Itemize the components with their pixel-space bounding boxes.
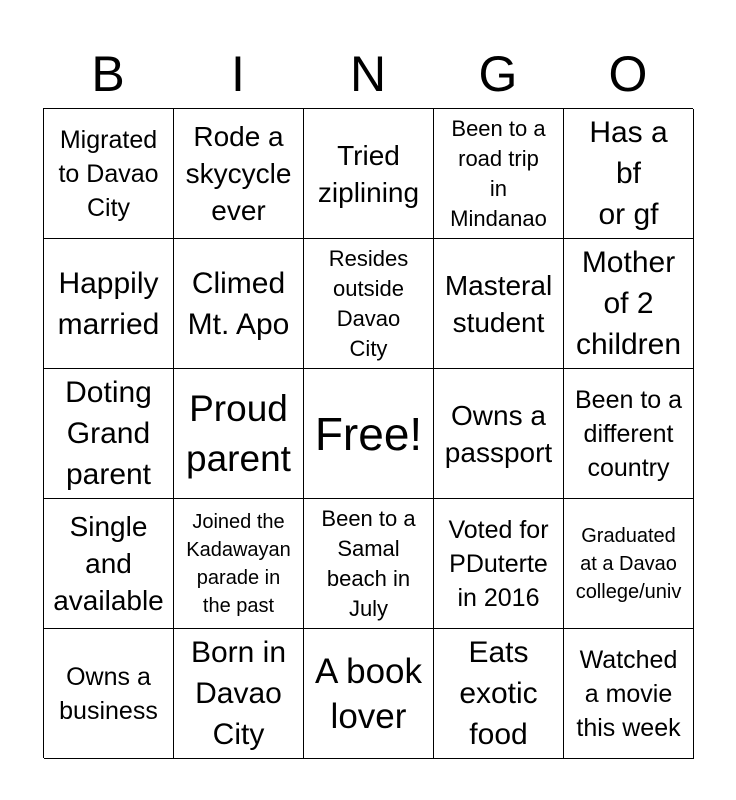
bingo-cell-text: Masteral student <box>444 269 553 338</box>
bingo-cell-text: Migrated to Davao City <box>58 125 159 222</box>
bingo-cell-text: Been to a road trip in Mindanao <box>450 115 547 231</box>
bingo-cell[interactable] <box>434 109 564 239</box>
bingo-cell[interactable] <box>174 629 304 759</box>
bingo-cell-text: Joined the Kadawayan parade in the past <box>186 510 291 617</box>
bingo-cell-text: Eats exotic food <box>459 636 538 751</box>
bingo-cell[interactable] <box>564 629 694 759</box>
bingo-cell[interactable] <box>304 499 434 629</box>
bingo-cell-text: Been to a Samal beach in July <box>321 505 416 621</box>
bingo-cell[interactable] <box>564 369 694 499</box>
bingo-cell-text: Doting Grand parent <box>65 376 152 491</box>
header-letter-b: B <box>91 46 125 102</box>
bingo-cell[interactable] <box>304 239 434 369</box>
free-space-text: Free! <box>314 407 423 460</box>
bingo-cell-text: Happily married <box>57 266 160 341</box>
bingo-cell-text: Owns a business <box>59 662 158 725</box>
bingo-cell-text: Resides outside Davao City <box>328 245 409 361</box>
bingo-cell-text: Proud parent <box>186 387 291 479</box>
bingo-cell[interactable] <box>434 629 564 759</box>
header-letter-o: O <box>608 46 648 102</box>
bingo-cell-text: Born in Davao City <box>190 636 287 751</box>
bingo-cell-text: Climed Mt. Apo <box>187 266 290 341</box>
free-space-cell[interactable] <box>304 369 434 499</box>
bingo-cell[interactable] <box>44 239 174 369</box>
bingo-cell[interactable] <box>564 499 694 629</box>
bingo-cell-text: Has a bf or gf <box>589 116 668 231</box>
bingo-cell[interactable] <box>434 239 564 369</box>
bingo-header <box>43 40 693 108</box>
bingo-cell[interactable] <box>434 499 564 629</box>
bingo-cell[interactable] <box>174 239 304 369</box>
bingo-cell-text: Watched a movie this week <box>576 645 681 742</box>
bingo-cell[interactable] <box>304 629 434 759</box>
bingo-cell[interactable] <box>44 369 174 499</box>
bingo-cell[interactable] <box>434 369 564 499</box>
header-letter-n: N <box>349 46 387 102</box>
bingo-cell[interactable] <box>564 109 694 239</box>
bingo-cell[interactable] <box>304 109 434 239</box>
bingo-cell-text: Tried ziplining <box>317 139 420 208</box>
bingo-cell[interactable] <box>174 499 304 629</box>
bingo-cell-text: Rode a skycycle ever <box>185 121 292 226</box>
bingo-cell-text: Been to a different country <box>574 385 683 482</box>
bingo-cell[interactable] <box>564 239 694 369</box>
bingo-cell-text: Owns a passport <box>444 399 553 468</box>
bingo-cell-text: A book lover <box>314 651 423 736</box>
header-letter-g: G <box>478 46 518 102</box>
bingo-cell-text: Graduated at a Davao college/univ <box>575 524 682 603</box>
bingo-cell[interactable] <box>174 109 304 239</box>
bingo-card-grid <box>43 108 693 758</box>
bingo-cell-text: Voted for PDuterte in 2016 <box>448 515 549 612</box>
bingo-cell-text: Mother of 2 children <box>575 246 682 361</box>
bingo-cell[interactable] <box>44 109 174 239</box>
bingo-cell[interactable] <box>44 629 174 759</box>
bingo-cell[interactable] <box>174 369 304 499</box>
bingo-cell[interactable] <box>44 499 174 629</box>
header-letter-i: I <box>231 46 245 102</box>
bingo-cell-text: Single and available <box>53 511 164 616</box>
